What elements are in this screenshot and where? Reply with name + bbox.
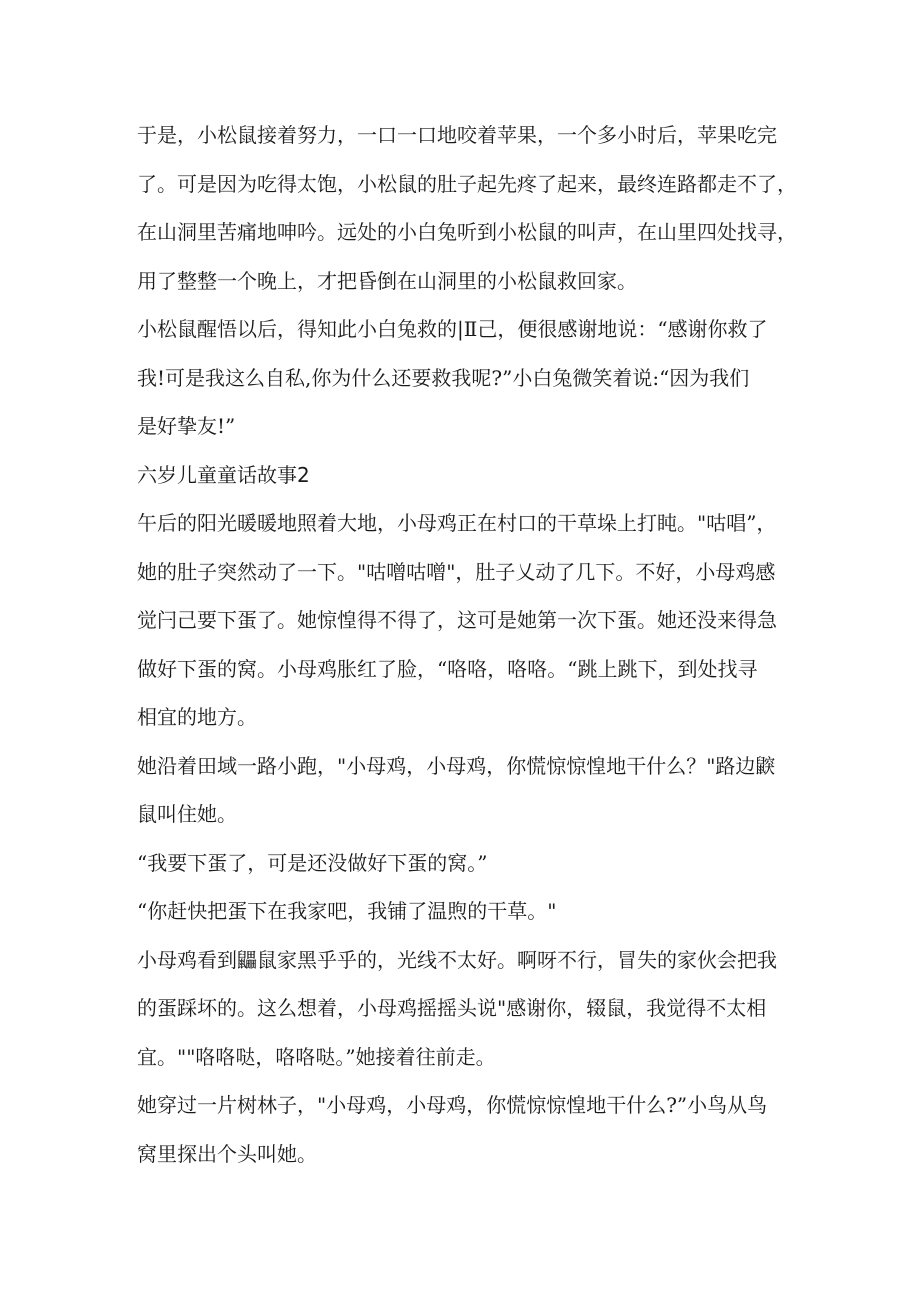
text-line: 用了整整一个晚上，才把昏倒在山洞里的小松鼠救回家。 [137, 268, 637, 293]
text-line: 的蛋踩坏的。这么想着，小母鸡摇摇头说"感谢你，辍鼠，我觉得不太相 [137, 996, 767, 1020]
text-line: 了。可是因为吃得太饱，小松鼠的肚子起先疼了起来，最终连路都走不了， [137, 171, 797, 196]
text-line: “你赶快把蛋下在我家吧，我铺了温煦的干草。" [137, 899, 557, 923]
text-line: 是好挚友!” [137, 414, 236, 438]
paragraph-8 [137, 1081, 797, 1178]
text-line: 觉闩己要下蛋了。她惊惶得不得了，这可是她第一次下蛋。她还没来得急 [137, 608, 777, 632]
text-line: 在山洞里苦痛地呻吟。远处的小白兔听到小松鼠的叫声，在山里四处找寻， [137, 220, 797, 244]
text-line: 我!可是我这么自私,你为什么还要救我呢?”小白兔微笑着说:“因为我们 [137, 365, 750, 390]
paragraph-4 [137, 742, 797, 839]
text-line: 她的肚子突然动了一下。"咕噌咕噌"，肚子乂动了几下。不好，小母鸡感 [137, 559, 776, 584]
text-line: 鼠叫住她。 [137, 802, 237, 826]
text-line: “我要下蛋了，可是还没做好下蛋的窝。” [137, 850, 488, 875]
paragraph-1 [137, 111, 797, 305]
paragraph-3 [137, 499, 797, 742]
text-line: 相宜的地方。 [137, 705, 257, 729]
text-line: 小母鸡看到鼺鼠家黑乎乎的，光线不太好。啊呀不行，冒失的家伙会把我 [137, 947, 777, 972]
section-heading [137, 451, 797, 500]
paragraph-6 [137, 887, 797, 936]
text-line: 她沿着田域一路小跑，"小母鸡，小母鸡，你慌惊惊惶地干什么？"路边鼵 [137, 753, 776, 778]
paragraph-5 [137, 839, 797, 888]
text-line: 做好下蛋的窝。小母鸡胀红了脸，“咯咯，咯咯。“跳上跳下，到处找寻 [137, 656, 758, 681]
text-line: 窝里探出个头叫她。 [137, 1141, 317, 1166]
paragraph-7 [137, 936, 797, 1082]
text-line: 她穿过一片树林子，"小母鸡，小母鸡，你慌惊惊惶地干什么?”小鸟从鸟 [137, 1093, 768, 1117]
document-body [137, 111, 797, 1178]
story-title: 六岁儿童童话故事2 [137, 462, 310, 487]
paragraph-2 [137, 305, 797, 451]
text-line: 宜。""咯咯哒，咯咯哒。”她接着往前走。 [137, 1044, 496, 1069]
text-line: 午后的阳光暖暖地照着大地，小母鸡正在村口的干草垛上打盹。"咕唱”， [137, 511, 777, 535]
text-line: 于是，小松鼠接着努力，一口一口地咬着苹果，一个多小时后，苹果吃完 [137, 123, 777, 147]
text-line: 小松鼠醒悟以后，得知此小白兔救的|Ⅱ己，便很感谢地说：“感谢你救了 [137, 317, 768, 341]
